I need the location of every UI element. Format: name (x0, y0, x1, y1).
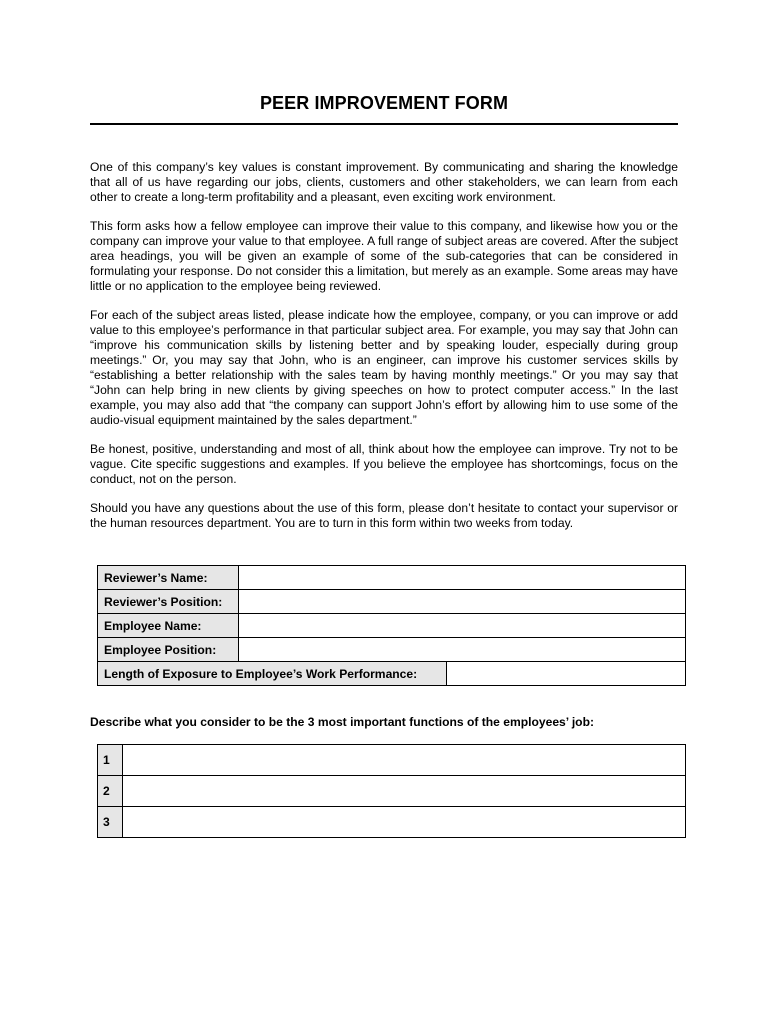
table-row (98, 614, 686, 638)
title-underline (90, 123, 678, 125)
table-row (98, 745, 686, 776)
table-row (98, 776, 686, 807)
exposure-length-field[interactable] (447, 662, 686, 686)
function-2-field[interactable] (123, 776, 686, 807)
reviewer-name-field[interactable] (239, 566, 686, 590)
employee-name-label: Employee Name: (98, 614, 239, 638)
exposure-length-label: Length of Exposure to Employee’s Work Performance: (98, 662, 447, 686)
employee-position-field[interactable] (239, 638, 686, 662)
paragraph-3: For each of the subject areas listed, please indicate how the employee, company, or you can improve or add value to this employee’s performance in that particular subject area. For example, you may say that John can “improve his communication skills by listening better and by speaking louder, especially during group meetings.” Or, you may say that John, who is an engineer, can improve his customer services skills by “establishing a better relationship with the sales team by having monthly meetings.” Or you may say that “John can help bring in new clients by giving speeches on how to protect computer access.” In the last example, you may also add that “the company can support John’s effort by allowing him to use some of the audio-visual equipment maintained by the sales department.” (90, 308, 678, 427)
function-number: 3 (98, 807, 123, 838)
reviewer-position-field[interactable] (239, 590, 686, 614)
table-row (98, 638, 686, 662)
function-number: 2 (98, 776, 123, 807)
paragraph-5: Should you have any questions about the use of this form, please don’t hesitate to contact your supervisor or the human resources department. You are to turn in this form within two weeks from today. (90, 501, 678, 530)
reviewer-position-label: Reviewer’s Position: (98, 590, 239, 614)
functions-instruction: Describe what you consider to be the 3 most important functions of the employees’ job: (90, 715, 594, 729)
function-number: 1 (98, 745, 123, 776)
intro-text (90, 160, 678, 545)
paragraph-4: Be honest, positive, understanding and most of all, think about how the employee can improve. Try not to be vague. Cite specific suggestions and examples. If you believe the employee has shortcomings, focus on the conduct, not on the person. (90, 442, 678, 486)
reviewer-info-table (97, 565, 686, 686)
table-row (98, 807, 686, 838)
paragraph-1: One of this company’s key values is constant improvement. By communicating and sharing the knowledge that all of us have regarding our jobs, clients, customers and other stakeholders, we can learn from each other to create a long-term profitability and a pleasant, even exciting work environment. (90, 160, 678, 204)
job-functions-table (97, 744, 686, 838)
page-title: PEER IMPROVEMENT FORM (259, 93, 509, 113)
employee-name-field[interactable] (239, 614, 686, 638)
function-3-field[interactable] (123, 807, 686, 838)
table-row (98, 566, 686, 590)
employee-position-label: Employee Position: (98, 638, 239, 662)
function-1-field[interactable] (123, 745, 686, 776)
table-row (98, 662, 686, 686)
paragraph-2: This form asks how a fellow employee can improve their value to this company, and likewise how you or the company can improve your value to that employee. A full range of subject areas are covered. After the subject area headings, you will be given an example of some of the sub-categories that can be considered in formulating your response. Do not consider this a limitation, but merely as an example. Some areas may have little or no application to the employee being reviewed. (90, 219, 678, 293)
reviewer-name-label: Reviewer’s Name: (98, 566, 239, 590)
table-row (98, 590, 686, 614)
